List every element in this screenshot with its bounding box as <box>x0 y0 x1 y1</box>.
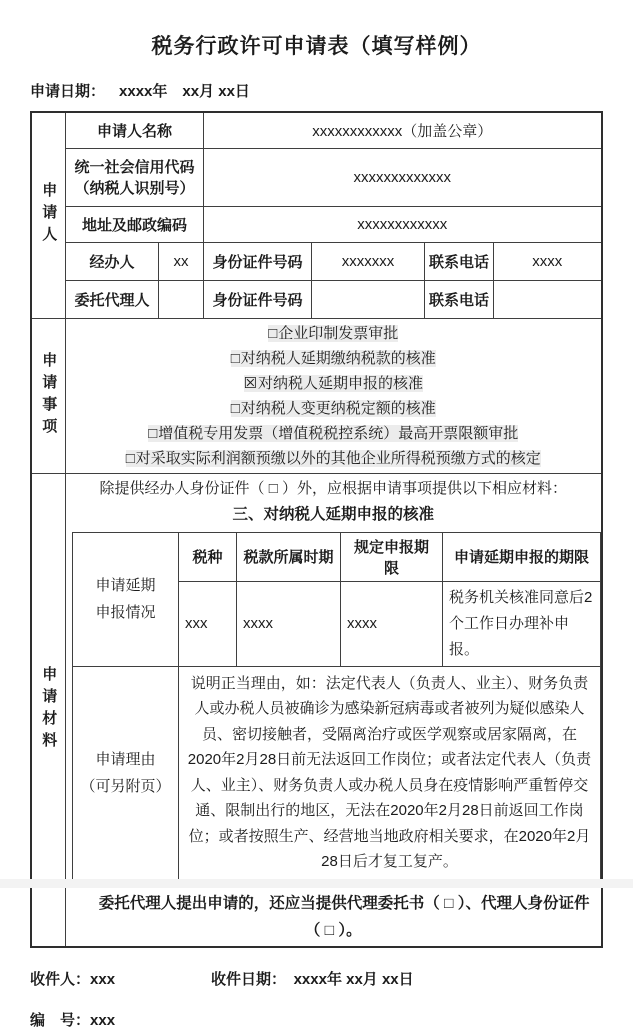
item-label: 对纳税人延期缴纳税款的核准 <box>240 349 436 367</box>
credit-code-field[interactable]: xxxxxxxxxxxxx <box>204 148 602 206</box>
applicant-name-label: 申请人名称 <box>65 112 203 148</box>
item-option-4[interactable] <box>70 396 597 421</box>
apply-date-value: xxxx年 xx月 xx日 <box>119 83 250 100</box>
address-label: 地址及邮政编码 <box>65 206 203 242</box>
extension-period-value: 税务机关核准同意后2个工作日办理补申报。 <box>442 581 600 666</box>
number-line <box>30 1009 633 1030</box>
delay-declaration-table <box>72 532 601 880</box>
delay-situation-label-line1: 申请延期 <box>95 577 156 594</box>
col-header-extension-period: 申请延期申报的期限 <box>442 532 600 581</box>
table-row <box>31 280 601 318</box>
table-row <box>31 206 601 242</box>
deadline-field[interactable]: xxxx <box>340 581 442 666</box>
materials-heading: 三、对纳税人延期申报的核准 <box>232 505 434 523</box>
section-application-materials: 申请材料 <box>31 473 65 947</box>
page-title: 税务行政许可申请表（填写样例） <box>151 35 482 58</box>
tax-period-field[interactable]: xxxx <box>236 581 340 666</box>
reason-label <box>72 666 178 879</box>
agent-phone-field[interactable]: xxxx <box>494 242 602 280</box>
proxy-requirement-note: 委托代理人提出申请的，还应当提供代理委托书（ □ ）、代理人身份证件（ □ ）。 <box>98 894 590 939</box>
agent-id-field[interactable]: xxxxxxx <box>312 242 425 280</box>
section-application-items: 申请事项 <box>31 318 65 473</box>
item-option-5[interactable] <box>70 421 597 446</box>
section-applicant: 申请人 <box>31 112 65 318</box>
checkbox-unchecked-icon[interactable]: □ <box>125 449 135 467</box>
checkbox-unchecked-icon[interactable]: □ <box>148 424 158 442</box>
item-option-2[interactable] <box>70 346 597 371</box>
col-header-tax-period: 税款所属时期 <box>236 532 340 581</box>
receive-date-value: xxxx年 xx月 xx日 <box>293 970 414 988</box>
table-row <box>31 148 601 206</box>
page-edge-shadow <box>0 879 633 888</box>
checkbox-unchecked-icon[interactable]: □ <box>230 349 240 367</box>
item-option-1[interactable] <box>70 321 597 346</box>
item-label: 对纳税人延期申报的核准 <box>257 374 423 392</box>
number-label: 编 号： <box>30 1011 91 1029</box>
proxy-phone-field[interactable] <box>494 280 602 318</box>
table-row <box>72 532 600 581</box>
checkbox-checked-icon[interactable]: ☒ <box>243 374 257 392</box>
item-label: 对采取实际利润额预缴以外的其他企业所得税预缴方式的核定 <box>135 449 541 467</box>
credit-code-label: 统一社会信用代码（纳税人识别号） <box>65 148 203 206</box>
reason-text-field[interactable]: 说明正当理由，如：法定代表人（负责人、业主）、财务负责人或办税人员被确诊为感染新冠病毒或者被列为疑似感染人员、密切接触者，受隔离治疗或医学观察或居家隔离，在2020年2月28日前无法返回工作岗位；或者法定代表人（负责人、业主）、财务负责人或办税人员身在疫情影响严重暂停交通、限制出行的地区，无法在2020年2月28日前返回工作岗位；或者按照生产、经营地当地政府相关要求，在2020年2月28日后才复工复产。 <box>178 666 600 879</box>
delay-situation-label-line2: 申报情况 <box>95 604 156 621</box>
table-row <box>31 473 601 947</box>
proxy-id-label: 身份证件号码 <box>204 280 312 318</box>
agent-id-label: 身份证件号码 <box>204 242 312 280</box>
receive-date-label: 收件日期： <box>211 970 279 988</box>
table-row <box>31 112 601 148</box>
col-header-deadline: 规定申报期限 <box>340 532 442 581</box>
col-header-tax-type: 税种 <box>178 532 236 581</box>
proxy-id-field[interactable] <box>312 280 425 318</box>
apply-date-label: 申请日期： <box>30 83 106 100</box>
proxy-label: 委托代理人 <box>65 280 158 318</box>
reason-label-line1: 申请理由 <box>95 750 156 768</box>
item-option-3[interactable] <box>70 371 597 396</box>
checkbox-unchecked-icon[interactable]: □ <box>230 399 240 417</box>
item-label: 企业印制发票审批 <box>278 324 399 342</box>
proxy-name-field[interactable] <box>158 280 203 318</box>
number-value: xxx <box>90 1011 116 1029</box>
table-row <box>31 242 601 280</box>
item-label: 对纳税人变更纳税定额的核准 <box>240 399 436 417</box>
agent-label: 经办人 <box>65 242 158 280</box>
apply-date-line <box>30 80 633 101</box>
receiver-value: xxx <box>90 970 116 988</box>
table-row <box>72 666 600 879</box>
item-option-6[interactable] <box>70 446 597 471</box>
item-label: 增值税专用发票（增值税税控系统）最高开票限额审批 <box>158 424 519 442</box>
materials-intro: 除提供经办人身份证件（ □ ）外，应根据申请事项提供以下相应材料： <box>99 479 567 497</box>
application-items-cell <box>65 318 601 473</box>
agent-name-field[interactable]: xx <box>158 242 203 280</box>
checkbox-unchecked-icon[interactable]: □ <box>268 324 278 342</box>
application-materials-cell <box>65 473 601 947</box>
table-row <box>31 318 601 473</box>
receiver-line <box>30 968 633 989</box>
agent-phone-label: 联系电话 <box>425 242 494 280</box>
tax-type-field[interactable]: xxx <box>178 581 236 666</box>
applicant-name-field[interactable]: xxxxxxxxxxxx（加盖公章） <box>204 112 602 148</box>
proxy-phone-label: 联系电话 <box>425 280 494 318</box>
address-field[interactable]: xxxxxxxxxxxx <box>204 206 602 242</box>
reason-label-line2: （可另附页） <box>80 777 171 795</box>
delay-situation-label <box>72 532 178 666</box>
receiver-label: 收件人： <box>30 970 91 988</box>
application-form-table <box>30 111 602 948</box>
